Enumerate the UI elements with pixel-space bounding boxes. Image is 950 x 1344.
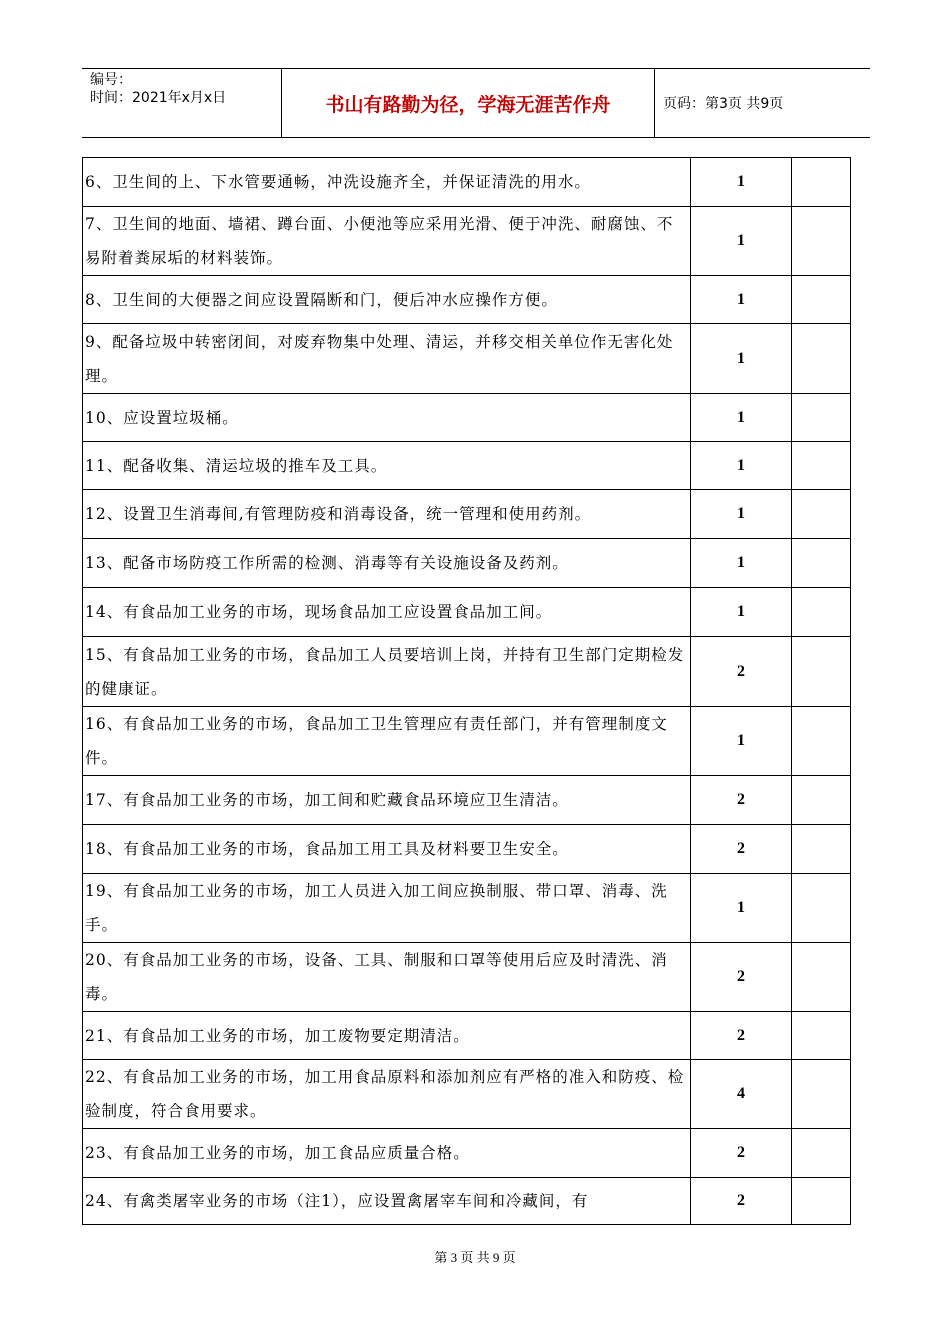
criterion-score: 2 [691, 825, 792, 874]
table-row [83, 707, 851, 776]
criterion-score: 1 [691, 588, 792, 637]
criterion-score: 4 [691, 1060, 792, 1129]
criterion-blank-cell [792, 490, 851, 539]
criterion-blank-cell [792, 1178, 851, 1225]
criterion-blank-cell [792, 1012, 851, 1060]
table-row [83, 394, 851, 442]
criteria-table-wrap [82, 157, 845, 1225]
criteria-table [82, 157, 851, 1225]
criterion-text: 13、配备市场防疫工作所需的检测、消毒等有关设施设备及药剂。 [83, 539, 691, 588]
criterion-score: 1 [691, 707, 792, 776]
criterion-score: 2 [691, 637, 792, 707]
criterion-blank-cell [792, 442, 851, 490]
table-row [83, 1129, 851, 1178]
criterion-text: 19、有食品加工业务的市场，加工人员进入加工间应换制服、带口罩、消毒、洗手。 [83, 874, 691, 943]
criterion-blank-cell [792, 394, 851, 442]
table-row [83, 324, 851, 394]
criterion-text: 9、配备垃圾中转密闭间，对废弃物集中处理、清运，并移交相关单位作无害化处理。 [83, 324, 691, 394]
criterion-text: 20、有食品加工业务的市场，设备、工具、制服和口罩等使用后应及时清洗、消毒。 [83, 943, 691, 1012]
table-row [83, 158, 851, 207]
table-row [83, 637, 851, 707]
criteria-table-body [83, 158, 851, 1225]
criterion-blank-cell [792, 1129, 851, 1178]
table-row [83, 1012, 851, 1060]
table-row [83, 825, 851, 874]
criterion-blank-cell [792, 588, 851, 637]
criterion-score: 1 [691, 442, 792, 490]
criterion-text: 12、设置卫生消毒间,有管理防疫和消毒设备，统一管理和使用药剂。 [83, 490, 691, 539]
criterion-blank-cell [792, 324, 851, 394]
criterion-score: 2 [691, 943, 792, 1012]
table-row [83, 776, 851, 825]
table-row [83, 1060, 851, 1129]
criterion-text: 17、有食品加工业务的市场，加工间和贮藏食品环境应卫生清洁。 [83, 776, 691, 825]
criterion-score: 2 [691, 1178, 792, 1225]
criterion-blank-cell [792, 825, 851, 874]
criterion-text: 7、卫生间的地面、墙裙、蹲台面、小便池等应采用光滑、便于冲洗、耐腐蚀、不易附着粪尿垢的材料装饰。 [83, 207, 691, 276]
header-motto: 书山有路勤为径，学海无涯苦作舟 [282, 69, 655, 137]
criterion-blank-cell [792, 776, 851, 825]
criterion-text: 21、有食品加工业务的市场，加工废物要定期清洁。 [83, 1012, 691, 1060]
criterion-score: 1 [691, 490, 792, 539]
criterion-score: 1 [691, 207, 792, 276]
header-page-info: 页码：第3页 共9页 [663, 96, 784, 112]
table-row [83, 588, 851, 637]
criterion-score: 1 [691, 394, 792, 442]
criterion-text: 18、有食品加工业务的市场，食品加工用工具及材料要卫生安全。 [83, 825, 691, 874]
table-row [83, 276, 851, 324]
table-row [83, 1178, 851, 1225]
criterion-text: 6、卫生间的上、下水管要通畅，冲洗设施齐全，并保证清洗的用水。 [83, 158, 691, 207]
criterion-blank-cell [792, 207, 851, 276]
criterion-score: 1 [691, 324, 792, 394]
page-header [82, 68, 870, 138]
criterion-score: 1 [691, 276, 792, 324]
criterion-text: 10、应设置垃圾桶。 [83, 394, 691, 442]
criterion-score: 1 [691, 539, 792, 588]
table-row [83, 442, 851, 490]
table-row [83, 874, 851, 943]
header-meta [82, 69, 282, 137]
criterion-score: 2 [691, 776, 792, 825]
criterion-blank-cell [792, 874, 851, 943]
criterion-text: 22、有食品加工业务的市场，加工用食品原料和添加剂应有严格的准入和防疫、检验制度，符合食用要求。 [83, 1060, 691, 1129]
time-label: 时间：2021年x月x日 [90, 90, 227, 106]
criterion-text: 23、有食品加工业务的市场，加工食品应质量合格。 [83, 1129, 691, 1178]
criterion-blank-cell [792, 943, 851, 1012]
page-footer: 第 3 页 共 9 页 [434, 1250, 516, 1265]
table-row [83, 207, 851, 276]
criterion-score: 1 [691, 158, 792, 207]
criterion-text: 8、卫生间的大便器之间应设置隔断和门，便后冲水应操作方便。 [83, 276, 691, 324]
table-row [83, 539, 851, 588]
criterion-blank-cell [792, 637, 851, 707]
criterion-score: 1 [691, 874, 792, 943]
criterion-blank-cell [792, 539, 851, 588]
criterion-text: 11、配备收集、清运垃圾的推车及工具。 [83, 442, 691, 490]
number-label: 编号： [90, 72, 132, 88]
criterion-blank-cell [792, 1060, 851, 1129]
table-row [83, 490, 851, 539]
criterion-blank-cell [792, 707, 851, 776]
criterion-text: 15、有食品加工业务的市场，食品加工人员要培训上岗，并持有卫生部门定期检发的健康证。 [83, 637, 691, 707]
criterion-text: 14、有食品加工业务的市场，现场食品加工应设置食品加工间。 [83, 588, 691, 637]
table-row [83, 943, 851, 1012]
criterion-blank-cell [792, 158, 851, 207]
criterion-score: 2 [691, 1012, 792, 1060]
criterion-score: 2 [691, 1129, 792, 1178]
criterion-text: 16、有食品加工业务的市场，食品加工卫生管理应有责任部门，并有管理制度文件。 [83, 707, 691, 776]
criterion-text: 24、有禽类屠宰业务的市场（注1），应设置禽屠宰车间和冷藏间，有 [83, 1178, 691, 1225]
criterion-blank-cell [792, 276, 851, 324]
